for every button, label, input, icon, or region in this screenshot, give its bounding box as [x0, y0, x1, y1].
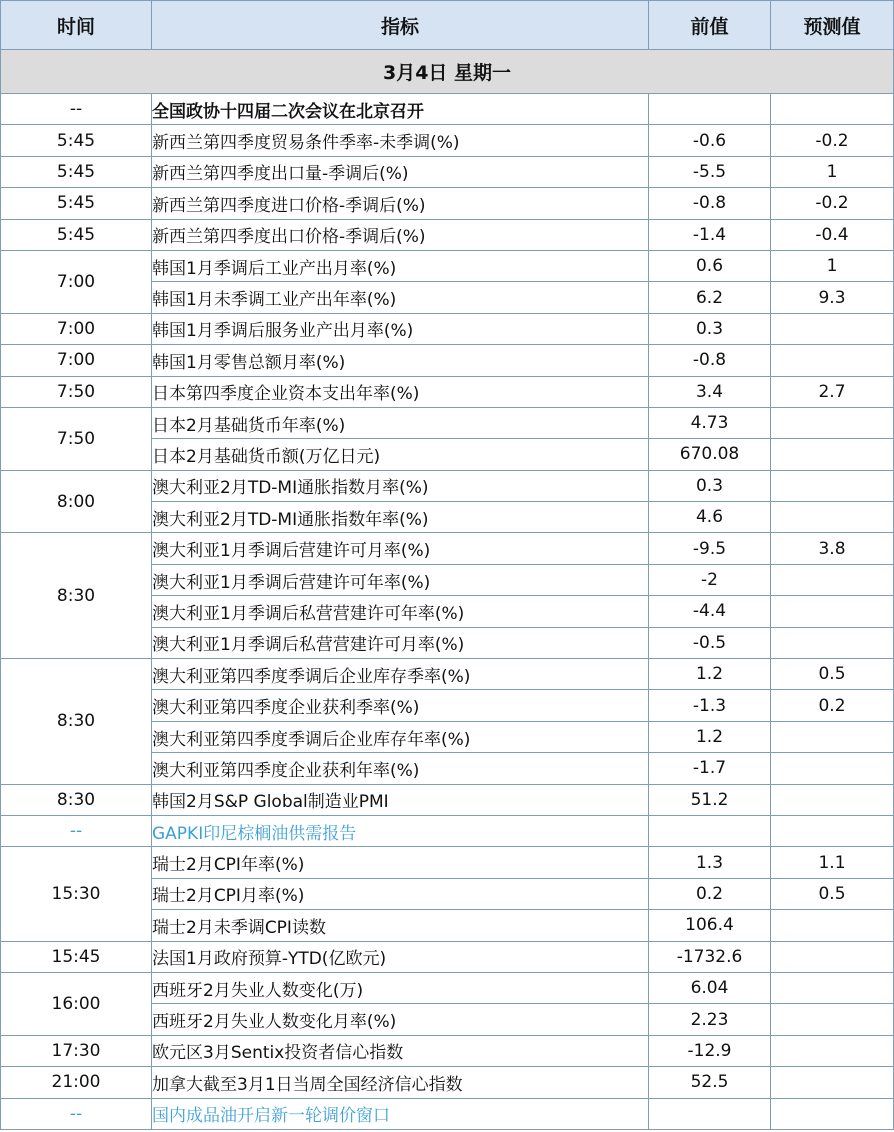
- table-row: [1, 345, 894, 376]
- table-row: [1, 313, 894, 344]
- forecast-value-cell: 0.2: [771, 690, 894, 721]
- time-cell: --: [1, 1098, 152, 1129]
- forecast-value-cell: [771, 627, 894, 658]
- previous-value-cell: 1.2: [649, 659, 771, 690]
- indicator-cell: 西班牙2月失业人数变化(万): [152, 972, 649, 1003]
- indicator-cell: 西班牙2月失业人数变化月率(%): [152, 1004, 649, 1035]
- table-row: [1, 847, 894, 878]
- forecast-value-cell: [771, 753, 894, 784]
- table-row: [1, 815, 894, 846]
- indicator-cell: 全国政协十四届二次会议在北京召开: [152, 94, 649, 125]
- previous-value-cell: 6.04: [649, 972, 771, 1003]
- forecast-value-cell: 0.5: [771, 659, 894, 690]
- forecast-value-cell: [771, 910, 894, 941]
- indicator-cell: 韩国1月零售总额月率(%): [152, 345, 649, 376]
- header-forecast: 预测值: [771, 1, 894, 50]
- previous-value-cell: -5.5: [649, 156, 771, 187]
- indicator-cell: 澳大利亚2月TD-MI通胀指数月率(%): [152, 470, 649, 501]
- previous-value-cell: 2.23: [649, 1004, 771, 1035]
- forecast-value-cell: [771, 94, 894, 125]
- time-cell: 16:00: [1, 972, 152, 1035]
- forecast-value-cell: [771, 407, 894, 438]
- indicator-cell: 澳大利亚2月TD-MI通胀指数年率(%): [152, 502, 649, 533]
- previous-value-cell: 1.2: [649, 721, 771, 752]
- previous-value-cell: 0.3: [649, 313, 771, 344]
- time-cell: 21:00: [1, 1067, 152, 1098]
- indicator-cell: 韩国1月未季调工业产出年率(%): [152, 282, 649, 313]
- forecast-value-cell: -0.4: [771, 219, 894, 250]
- table-row: [1, 94, 894, 125]
- time-cell: 5:45: [1, 125, 152, 156]
- previous-value-cell: -2: [649, 564, 771, 595]
- forecast-value-cell: 1: [771, 250, 894, 281]
- previous-value-cell: [649, 1098, 771, 1129]
- table-row: [1, 1067, 894, 1098]
- forecast-value-cell: 2.7: [771, 376, 894, 407]
- indicator-cell: 日本第四季度企业资本支出年率(%): [152, 376, 649, 407]
- forecast-value-cell: 1.1: [771, 847, 894, 878]
- indicator-cell: 澳大利亚第四季度季调后企业库存季率(%): [152, 659, 649, 690]
- previous-value-cell: -9.5: [649, 533, 771, 564]
- previous-value-cell: -0.6: [649, 125, 771, 156]
- table-row: [1, 470, 894, 501]
- previous-value-cell: -1.7: [649, 753, 771, 784]
- table-row: [1, 784, 894, 815]
- time-cell: 5:45: [1, 219, 152, 250]
- day-row: [1, 50, 894, 94]
- forecast-value-cell: [771, 345, 894, 376]
- previous-value-cell: 0.3: [649, 470, 771, 501]
- indicator-cell: 韩国1月季调后服务业产出月率(%): [152, 313, 649, 344]
- forecast-value-cell: [771, 941, 894, 972]
- previous-value-cell: 6.2: [649, 282, 771, 313]
- indicator-cell: 欧元区3月Sentix投资者信心指数: [152, 1035, 649, 1066]
- table-row: [1, 125, 894, 156]
- time-cell: 15:30: [1, 847, 152, 941]
- day-label: 3月4日 星期一: [1, 50, 894, 94]
- time-cell: 8:00: [1, 470, 152, 533]
- table-row: [1, 1098, 894, 1129]
- previous-value-cell: -4.4: [649, 596, 771, 627]
- indicator-cell: 澳大利亚第四季度季调后企业库存年率(%): [152, 721, 649, 752]
- indicator-cell: 新西兰第四季度贸易条件季率-未季调(%): [152, 125, 649, 156]
- indicator-cell: 加拿大截至3月1日当周全国经济信心指数: [152, 1067, 649, 1098]
- previous-value-cell: 51.2: [649, 784, 771, 815]
- table-row: [1, 376, 894, 407]
- previous-value-cell: 1.3: [649, 847, 771, 878]
- forecast-value-cell: [771, 784, 894, 815]
- previous-value-cell: 0.2: [649, 878, 771, 909]
- previous-value-cell: -0.8: [649, 188, 771, 219]
- table-row: [1, 659, 894, 690]
- header-previous: 前值: [649, 1, 771, 50]
- time-cell: --: [1, 94, 152, 125]
- indicator-cell: 澳大利亚1月季调后私营营建许可月率(%): [152, 627, 649, 658]
- time-cell: 7:00: [1, 250, 152, 313]
- indicator-cell: 国内成品油开启新一轮调价窗口: [152, 1098, 649, 1129]
- previous-value-cell: -12.9: [649, 1035, 771, 1066]
- indicator-cell: 法国1月政府预算-YTD(亿欧元): [152, 941, 649, 972]
- table-row: [1, 188, 894, 219]
- previous-value-cell: -0.5: [649, 627, 771, 658]
- indicator-cell: 日本2月基础货币年率(%): [152, 407, 649, 438]
- indicator-cell: 韩国2月S&P Global制造业PMI: [152, 784, 649, 815]
- header-row: [1, 1, 894, 50]
- forecast-value-cell: [771, 564, 894, 595]
- forecast-value-cell: 3.8: [771, 533, 894, 564]
- indicator-cell: 瑞士2月CPI月率(%): [152, 878, 649, 909]
- forecast-value-cell: [771, 439, 894, 470]
- forecast-value-cell: -0.2: [771, 125, 894, 156]
- previous-value-cell: -1.3: [649, 690, 771, 721]
- previous-value-cell: [649, 94, 771, 125]
- previous-value-cell: 106.4: [649, 910, 771, 941]
- table-row: [1, 1035, 894, 1066]
- indicator-cell: 新西兰第四季度出口量-季调后(%): [152, 156, 649, 187]
- indicator-cell: 日本2月基础货币额(万亿日元): [152, 439, 649, 470]
- time-cell: 7:00: [1, 313, 152, 344]
- forecast-value-cell: [771, 1004, 894, 1035]
- previous-value-cell: -0.8: [649, 345, 771, 376]
- header-indicator: 指标: [152, 1, 649, 50]
- indicator-cell: GAPKI印尼棕榈油供需报告: [152, 815, 649, 846]
- forecast-value-cell: -0.2: [771, 188, 894, 219]
- forecast-value-cell: [771, 470, 894, 501]
- previous-value-cell: 0.6: [649, 250, 771, 281]
- previous-value-cell: -1732.6: [649, 941, 771, 972]
- previous-value-cell: 4.73: [649, 407, 771, 438]
- forecast-value-cell: [771, 596, 894, 627]
- indicator-cell: 新西兰第四季度进口价格-季调后(%): [152, 188, 649, 219]
- indicator-cell: 瑞士2月未季调CPI读数: [152, 910, 649, 941]
- indicator-cell: 澳大利亚第四季度企业获利季率(%): [152, 690, 649, 721]
- time-cell: 7:50: [1, 407, 152, 470]
- previous-value-cell: 4.6: [649, 502, 771, 533]
- previous-value-cell: 52.5: [649, 1067, 771, 1098]
- time-cell: 17:30: [1, 1035, 152, 1066]
- table-row: [1, 219, 894, 250]
- indicator-cell: 韩国1月季调后工业产出月率(%): [152, 250, 649, 281]
- indicator-cell: 瑞士2月CPI年率(%): [152, 847, 649, 878]
- time-cell: 8:30: [1, 784, 152, 815]
- forecast-value-cell: [771, 1067, 894, 1098]
- time-cell: 8:30: [1, 533, 152, 659]
- header-time: 时间: [1, 1, 152, 50]
- table-row: [1, 156, 894, 187]
- forecast-value-cell: [771, 972, 894, 1003]
- forecast-value-cell: [771, 721, 894, 752]
- time-cell: 5:45: [1, 156, 152, 187]
- forecast-value-cell: 9.3: [771, 282, 894, 313]
- forecast-value-cell: [771, 313, 894, 344]
- indicator-cell: 新西兰第四季度出口价格-季调后(%): [152, 219, 649, 250]
- forecast-value-cell: [771, 502, 894, 533]
- table-row: [1, 250, 894, 281]
- time-cell: 5:45: [1, 188, 152, 219]
- time-cell: 15:45: [1, 941, 152, 972]
- forecast-value-cell: [771, 815, 894, 846]
- table-row: [1, 533, 894, 564]
- time-cell: --: [1, 815, 152, 846]
- previous-value-cell: 670.08: [649, 439, 771, 470]
- forecast-value-cell: 1: [771, 156, 894, 187]
- previous-value-cell: -1.4: [649, 219, 771, 250]
- table-row: [1, 407, 894, 438]
- forecast-value-cell: 0.5: [771, 878, 894, 909]
- previous-value-cell: [649, 815, 771, 846]
- previous-value-cell: 3.4: [649, 376, 771, 407]
- indicator-cell: 澳大利亚1月季调后营建许可月率(%): [152, 533, 649, 564]
- forecast-value-cell: [771, 1098, 894, 1129]
- table-row: [1, 941, 894, 972]
- forecast-value-cell: [771, 1035, 894, 1066]
- calendar-body: [1, 50, 894, 1130]
- table-row: [1, 972, 894, 1003]
- indicator-cell: 澳大利亚1月季调后营建许可年率(%): [152, 564, 649, 595]
- time-cell: 7:50: [1, 376, 152, 407]
- time-cell: 8:30: [1, 659, 152, 785]
- time-cell: 7:00: [1, 345, 152, 376]
- indicator-cell: 澳大利亚1月季调后私营营建许可年率(%): [152, 596, 649, 627]
- indicator-cell: 澳大利亚第四季度企业获利年率(%): [152, 753, 649, 784]
